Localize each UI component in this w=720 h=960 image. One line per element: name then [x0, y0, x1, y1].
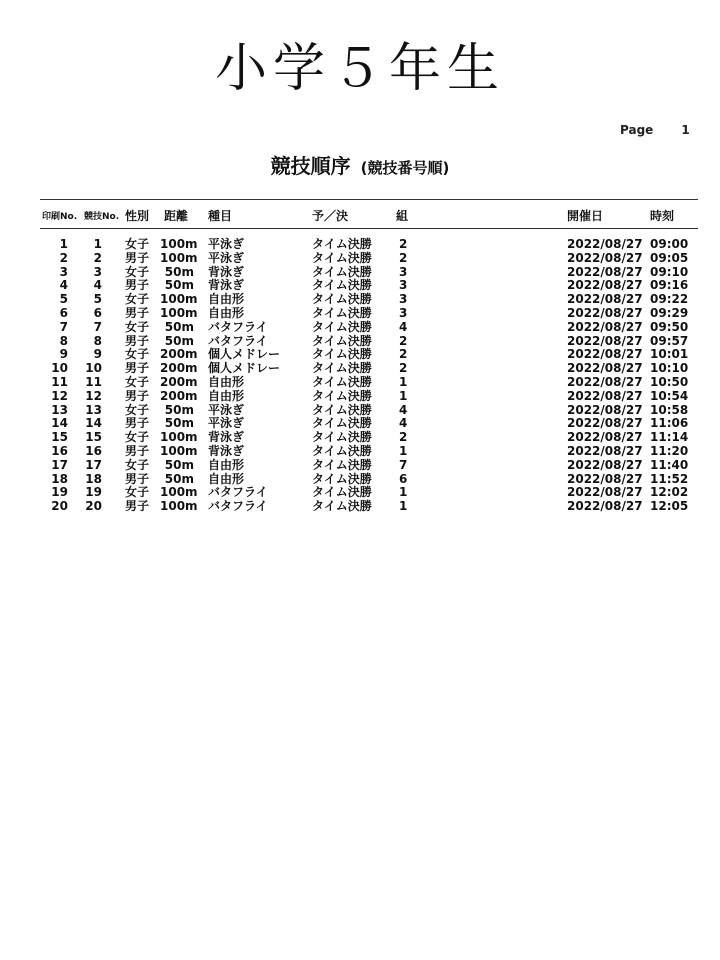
cell-distance: 50m	[164, 402, 194, 417]
cell-gender: 男子	[125, 305, 150, 320]
cell-event: 自由形	[208, 471, 245, 486]
cell-event-no: 16	[85, 443, 102, 458]
cell-gender: 男子	[125, 499, 150, 514]
cell-group: 4	[399, 402, 408, 417]
schedule-table-body	[0, 238, 720, 514]
cell-print-no: 17	[51, 457, 68, 472]
cell-date: 2022/08/27	[567, 264, 643, 279]
cell-event: バタフライ	[208, 319, 268, 334]
cell-date: 2022/08/27	[567, 485, 643, 500]
cell-gender: 男子	[125, 361, 150, 376]
cell-distance: 100m	[160, 499, 198, 514]
table-row	[0, 293, 720, 307]
cell-gender: 女子	[125, 237, 150, 251]
cell-print-no: 16	[51, 443, 68, 458]
cell-distance: 200m	[160, 361, 198, 376]
cell-round: タイム決勝	[312, 278, 372, 293]
cell-round: タイム決勝	[312, 250, 372, 265]
page-label: Page	[620, 123, 654, 137]
cell-round: タイム決勝	[312, 485, 372, 500]
cell-date: 2022/08/27	[567, 374, 643, 389]
cell-time: 09:29	[650, 305, 689, 320]
cell-event: 平泳ぎ	[208, 402, 245, 417]
cell-event-no: 8	[93, 333, 102, 348]
cell-date: 2022/08/27	[567, 430, 643, 445]
cell-print-no: 6	[59, 305, 68, 320]
cell-event-no: 7	[93, 319, 102, 334]
cell-group: 2	[399, 237, 408, 251]
cell-round: タイム決勝	[312, 457, 372, 472]
cell-event-no: 17	[85, 457, 102, 472]
cell-gender: 男子	[125, 333, 150, 348]
table-row	[0, 431, 720, 445]
cell-event: 平泳ぎ	[208, 416, 245, 431]
report-title: 競技順序	[270, 154, 351, 178]
cell-time: 09:22	[650, 292, 689, 307]
cell-round: タイム決勝	[312, 237, 372, 251]
cell-gender: 男子	[125, 250, 150, 265]
cell-date: 2022/08/27	[567, 292, 643, 307]
cell-date: 2022/08/27	[567, 457, 643, 472]
cell-distance: 200m	[160, 347, 198, 362]
cell-date: 2022/08/27	[567, 443, 643, 458]
cell-round: タイム決勝	[312, 264, 372, 279]
cell-gender: 女子	[125, 457, 150, 472]
cell-group: 7	[399, 457, 408, 472]
table-row	[0, 252, 720, 266]
cell-print-no: 13	[51, 402, 68, 417]
page-number: 1	[681, 123, 690, 137]
cell-date: 2022/08/27	[567, 305, 643, 320]
cell-distance: 50m	[164, 278, 194, 293]
cell-time: 11:20	[650, 443, 689, 458]
cell-print-no: 12	[51, 388, 68, 403]
cell-time: 12:05	[650, 499, 689, 514]
cell-event-no: 11	[85, 374, 102, 389]
cell-gender: 女子	[125, 485, 150, 500]
cell-time: 09:16	[650, 278, 689, 293]
cell-print-no: 4	[59, 278, 68, 293]
cell-group: 3	[399, 264, 408, 279]
cell-distance: 100m	[160, 292, 198, 307]
cell-print-no: 15	[51, 430, 68, 445]
table-row	[0, 307, 720, 321]
cell-event-no: 14	[85, 416, 102, 431]
cell-group: 2	[399, 347, 408, 362]
cell-round: タイム決勝	[312, 430, 372, 445]
header-event-no: 競技No.	[84, 212, 120, 222]
cell-time: 10:50	[650, 374, 689, 389]
cell-gender: 男子	[125, 471, 150, 486]
cell-round: タイム決勝	[312, 319, 372, 334]
cell-date: 2022/08/27	[567, 278, 643, 293]
cell-event-no: 2	[93, 250, 102, 265]
cell-date: 2022/08/27	[567, 499, 643, 514]
cell-print-no: 19	[51, 485, 68, 500]
cell-distance: 50m	[164, 319, 194, 334]
cell-print-no: 2	[59, 250, 68, 265]
cell-gender: 男子	[125, 443, 150, 458]
cell-round: タイム決勝	[312, 471, 372, 486]
cell-distance: 100m	[160, 443, 198, 458]
cell-event: 自由形	[208, 374, 245, 389]
cell-round: タイム決勝	[312, 499, 372, 514]
cell-print-no: 20	[51, 499, 68, 514]
cell-round: タイム決勝	[312, 292, 372, 307]
cell-event: 背泳ぎ	[208, 443, 245, 458]
cell-event-no: 9	[93, 347, 102, 362]
cell-time: 09:00	[650, 237, 689, 251]
cell-event-no: 15	[85, 430, 102, 445]
header-bottom-rule	[40, 228, 698, 229]
table-row	[0, 362, 720, 376]
cell-group: 1	[399, 388, 408, 403]
cell-event: 背泳ぎ	[208, 264, 245, 279]
cell-round: タイム決勝	[312, 374, 372, 389]
cell-gender: 女子	[125, 374, 150, 389]
cell-date: 2022/08/27	[567, 471, 643, 486]
cell-event: 背泳ぎ	[208, 430, 245, 445]
cell-distance: 100m	[160, 305, 198, 320]
cell-print-no: 11	[51, 374, 68, 389]
cell-distance: 50m	[164, 333, 194, 348]
header-event: 種目	[208, 209, 233, 223]
cell-round: タイム決勝	[312, 361, 372, 376]
cell-print-no: 9	[59, 347, 68, 362]
cell-time: 09:05	[650, 250, 689, 265]
cell-event-no: 19	[85, 485, 102, 500]
cell-distance: 50m	[164, 457, 194, 472]
cell-event: 個人メドレー	[208, 347, 281, 362]
cell-distance: 50m	[164, 264, 194, 279]
cell-gender: 女子	[125, 264, 150, 279]
cell-gender: 男子	[125, 388, 150, 403]
cell-group: 1	[399, 485, 408, 500]
cell-event-no: 20	[85, 499, 102, 514]
cell-time: 10:10	[650, 361, 689, 376]
header-group: 組	[396, 209, 409, 223]
table-row	[0, 445, 720, 459]
cell-round: タイム決勝	[312, 443, 372, 458]
cell-time: 11:06	[650, 416, 689, 431]
cell-group: 3	[399, 292, 408, 307]
table-row	[0, 390, 720, 404]
cell-event: 自由形	[208, 388, 245, 403]
cell-event-no: 13	[85, 402, 102, 417]
cell-distance: 100m	[160, 430, 198, 445]
cell-print-no: 10	[51, 361, 68, 376]
cell-time: 11:52	[650, 471, 689, 486]
page-indicator	[620, 123, 690, 137]
cell-event: 自由形	[208, 292, 245, 307]
cell-event: 自由形	[208, 457, 245, 472]
cell-event-no: 3	[93, 264, 102, 279]
cell-group: 1	[399, 374, 408, 389]
cell-date: 2022/08/27	[567, 402, 643, 417]
cell-round: タイム決勝	[312, 305, 372, 320]
cell-event: 平泳ぎ	[208, 237, 245, 251]
table-row	[0, 238, 720, 252]
cell-print-no: 7	[59, 319, 68, 334]
cell-event-no: 6	[93, 305, 102, 320]
document-title: 小学５年生	[214, 39, 505, 99]
cell-date: 2022/08/27	[567, 361, 643, 376]
cell-date: 2022/08/27	[567, 237, 643, 251]
cell-print-no: 8	[59, 333, 68, 348]
cell-event: バタフライ	[208, 333, 268, 348]
cell-date: 2022/08/27	[567, 250, 643, 265]
cell-gender: 女子	[125, 292, 150, 307]
table-row	[0, 376, 720, 390]
cell-group: 1	[399, 499, 408, 514]
cell-time: 11:14	[650, 430, 689, 445]
cell-round: タイム決勝	[312, 347, 372, 362]
cell-distance: 200m	[160, 374, 198, 389]
cell-event-no: 10	[85, 361, 102, 376]
header-distance: 距離	[164, 209, 189, 223]
header-gender: 性別	[125, 209, 150, 223]
cell-time: 10:58	[650, 402, 689, 417]
cell-gender: 女子	[125, 430, 150, 445]
cell-group: 6	[399, 471, 408, 486]
cell-gender: 男子	[125, 416, 150, 431]
header-print-no: 印刷No.	[42, 212, 78, 222]
cell-date: 2022/08/27	[567, 416, 643, 431]
cell-gender: 男子	[125, 278, 150, 293]
cell-date: 2022/08/27	[567, 347, 643, 362]
cell-event: 背泳ぎ	[208, 278, 245, 293]
cell-time: 09:10	[650, 264, 689, 279]
header-time: 時刻	[650, 209, 675, 223]
cell-group: 4	[399, 319, 408, 334]
cell-group: 4	[399, 416, 408, 431]
header-date: 開催日	[567, 209, 604, 223]
cell-gender: 女子	[125, 402, 150, 417]
cell-group: 2	[399, 250, 408, 265]
cell-distance: 50m	[164, 416, 194, 431]
cell-event: 自由形	[208, 305, 245, 320]
cell-round: タイム決勝	[312, 416, 372, 431]
cell-event-no: 4	[93, 278, 102, 293]
report-subtitle: (競技番号順)	[360, 159, 450, 177]
cell-distance: 100m	[160, 250, 198, 265]
report-heading	[0, 150, 720, 179]
cell-event: 個人メドレー	[208, 361, 281, 376]
header-round: 予／決	[312, 209, 349, 223]
cell-group: 1	[399, 443, 408, 458]
cell-time: 10:01	[650, 347, 689, 362]
cell-time: 09:57	[650, 333, 689, 348]
cell-group: 2	[399, 430, 408, 445]
table-row	[0, 459, 720, 473]
cell-time: 12:02	[650, 485, 689, 500]
cell-time: 09:50	[650, 319, 689, 334]
cell-print-no: 18	[51, 471, 68, 486]
cell-date: 2022/08/27	[567, 333, 643, 348]
cell-group: 2	[399, 361, 408, 376]
cell-event-no: 1	[93, 237, 102, 251]
cell-time: 10:54	[650, 388, 689, 403]
cell-event-no: 5	[93, 292, 102, 307]
table-row	[0, 321, 720, 335]
cell-group: 3	[399, 305, 408, 320]
cell-date: 2022/08/27	[567, 319, 643, 334]
cell-print-no: 14	[51, 416, 68, 431]
cell-event: 平泳ぎ	[208, 250, 245, 265]
cell-group: 3	[399, 278, 408, 293]
cell-distance: 100m	[160, 237, 198, 251]
cell-time: 11:40	[650, 457, 689, 472]
cell-print-no: 1	[59, 237, 68, 251]
cell-print-no: 5	[59, 292, 68, 307]
cell-group: 2	[399, 333, 408, 348]
cell-round: タイム決勝	[312, 333, 372, 348]
cell-round: タイム決勝	[312, 402, 372, 417]
cell-event: バタフライ	[208, 485, 268, 500]
cell-gender: 女子	[125, 319, 150, 334]
cell-date: 2022/08/27	[567, 388, 643, 403]
cell-event-no: 18	[85, 471, 102, 486]
cell-gender: 女子	[125, 347, 150, 362]
header-top-rule	[40, 199, 698, 200]
cell-event: バタフライ	[208, 499, 268, 514]
cell-distance: 100m	[160, 485, 198, 500]
table-row	[0, 500, 720, 514]
cell-event-no: 12	[85, 388, 102, 403]
cell-round: タイム決勝	[312, 388, 372, 403]
cell-distance: 50m	[164, 471, 194, 486]
cell-distance: 200m	[160, 388, 198, 403]
cell-print-no: 3	[59, 264, 68, 279]
